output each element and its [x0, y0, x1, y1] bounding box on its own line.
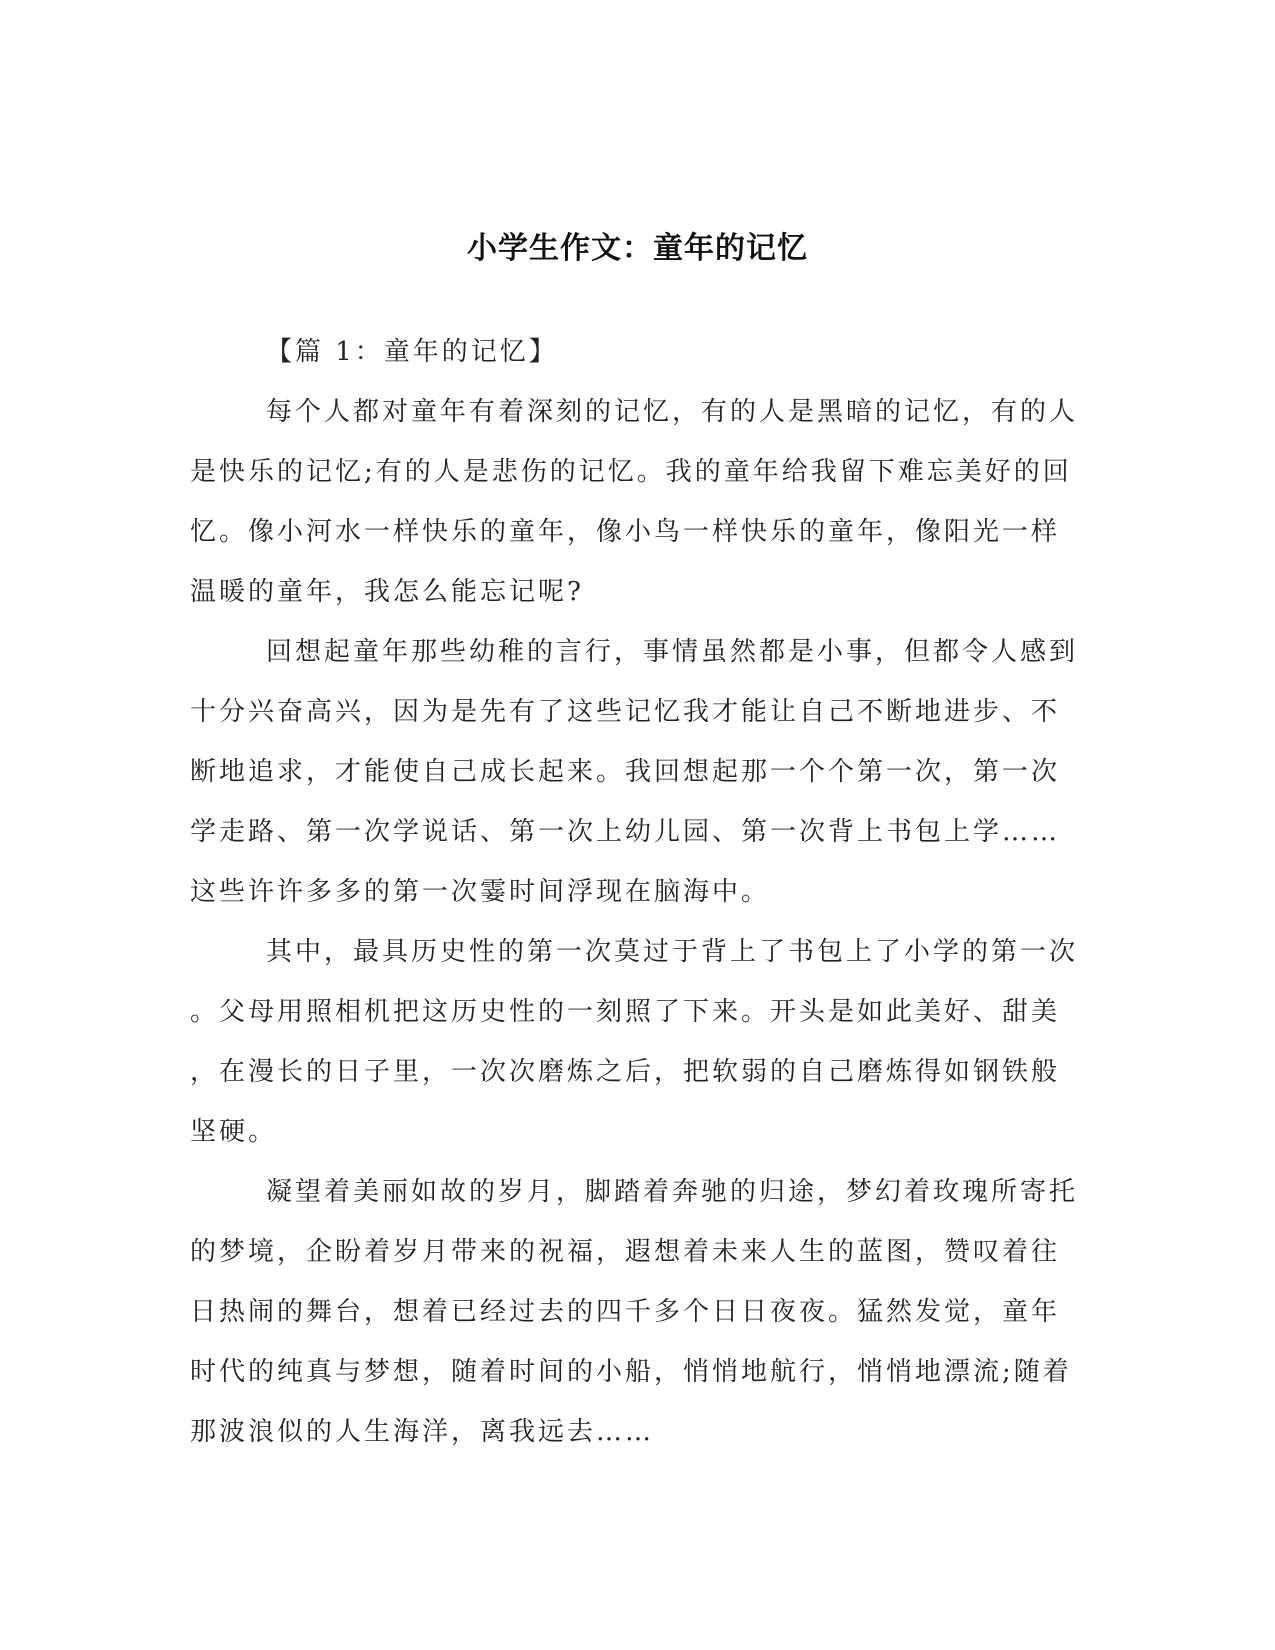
text-line: 温暖的童年，我怎么能忘记呢?	[190, 577, 584, 607]
text-line: 学走路、第一次学说话、第一次上幼儿园、第一次背上书包上学……	[190, 817, 1061, 847]
text-line: 日热闹的舞台，想着已经过去的四千多个日日夜夜。猛然发觉，童年	[190, 1297, 1061, 1327]
text-line: 断地追求，才能使自己成长起来。我回想起那一个个第一次，第一次	[190, 757, 1061, 787]
text-line: 。父母用照相机把这历史性的一刻照了下来。开头是如此美好、甜美	[190, 997, 1061, 1027]
text-line: 其中，最具历史性的第一次莫过于背上了书包上了小学的第一次	[266, 937, 1079, 967]
text-line: 是快乐的记忆;有的人是悲伤的记忆。我的童年给我留下难忘美好的回	[190, 457, 1072, 487]
paragraph-1	[190, 382, 1082, 622]
text-line: 时代的纯真与梦想，随着时间的小船，悄悄地航行，悄悄地漂流;随着	[190, 1357, 1072, 1387]
paragraph-2	[190, 622, 1082, 922]
page-title: 小学生作文：童年的记忆	[467, 231, 808, 267]
text-line: 坚硬。	[190, 1117, 278, 1147]
section-heading: 【篇 1：童年的记忆】	[266, 337, 558, 367]
text-line: 忆。像小河水一样快乐的童年，像小鸟一样快乐的童年，像阳光一样	[190, 517, 1061, 547]
text-line: 回想起童年那些幼稚的言行，事情虽然都是小事，但都令人感到	[266, 637, 1079, 667]
text-line: 十分兴奋高兴，因为是先有了这些记忆我才能让自己不断地进步、不	[190, 697, 1061, 727]
text-line: 那波浪似的人生海洋，离我远去……	[190, 1417, 655, 1447]
text-line: 每个人都对童年有着深刻的记忆，有的人是黑暗的记忆，有的人	[266, 397, 1079, 427]
paragraph-4	[190, 1162, 1082, 1462]
text-line: ，在漫长的日子里，一次次磨炼之后，把软弱的自己磨炼得如钢铁般	[190, 1057, 1061, 1087]
paragraph-3	[190, 922, 1082, 1162]
text-line: 这些许许多多的第一次霎时间浮现在脑海中。	[190, 877, 771, 907]
document-body	[190, 322, 1082, 1462]
text-line: 凝望着美丽如故的岁月，脚踏着奔驰的归途，梦幻着玫瑰所寄托	[266, 1177, 1079, 1207]
text-line: 的梦境，企盼着岁月带来的祝福，遐想着未来人生的蓝图，赞叹着往	[190, 1237, 1061, 1267]
